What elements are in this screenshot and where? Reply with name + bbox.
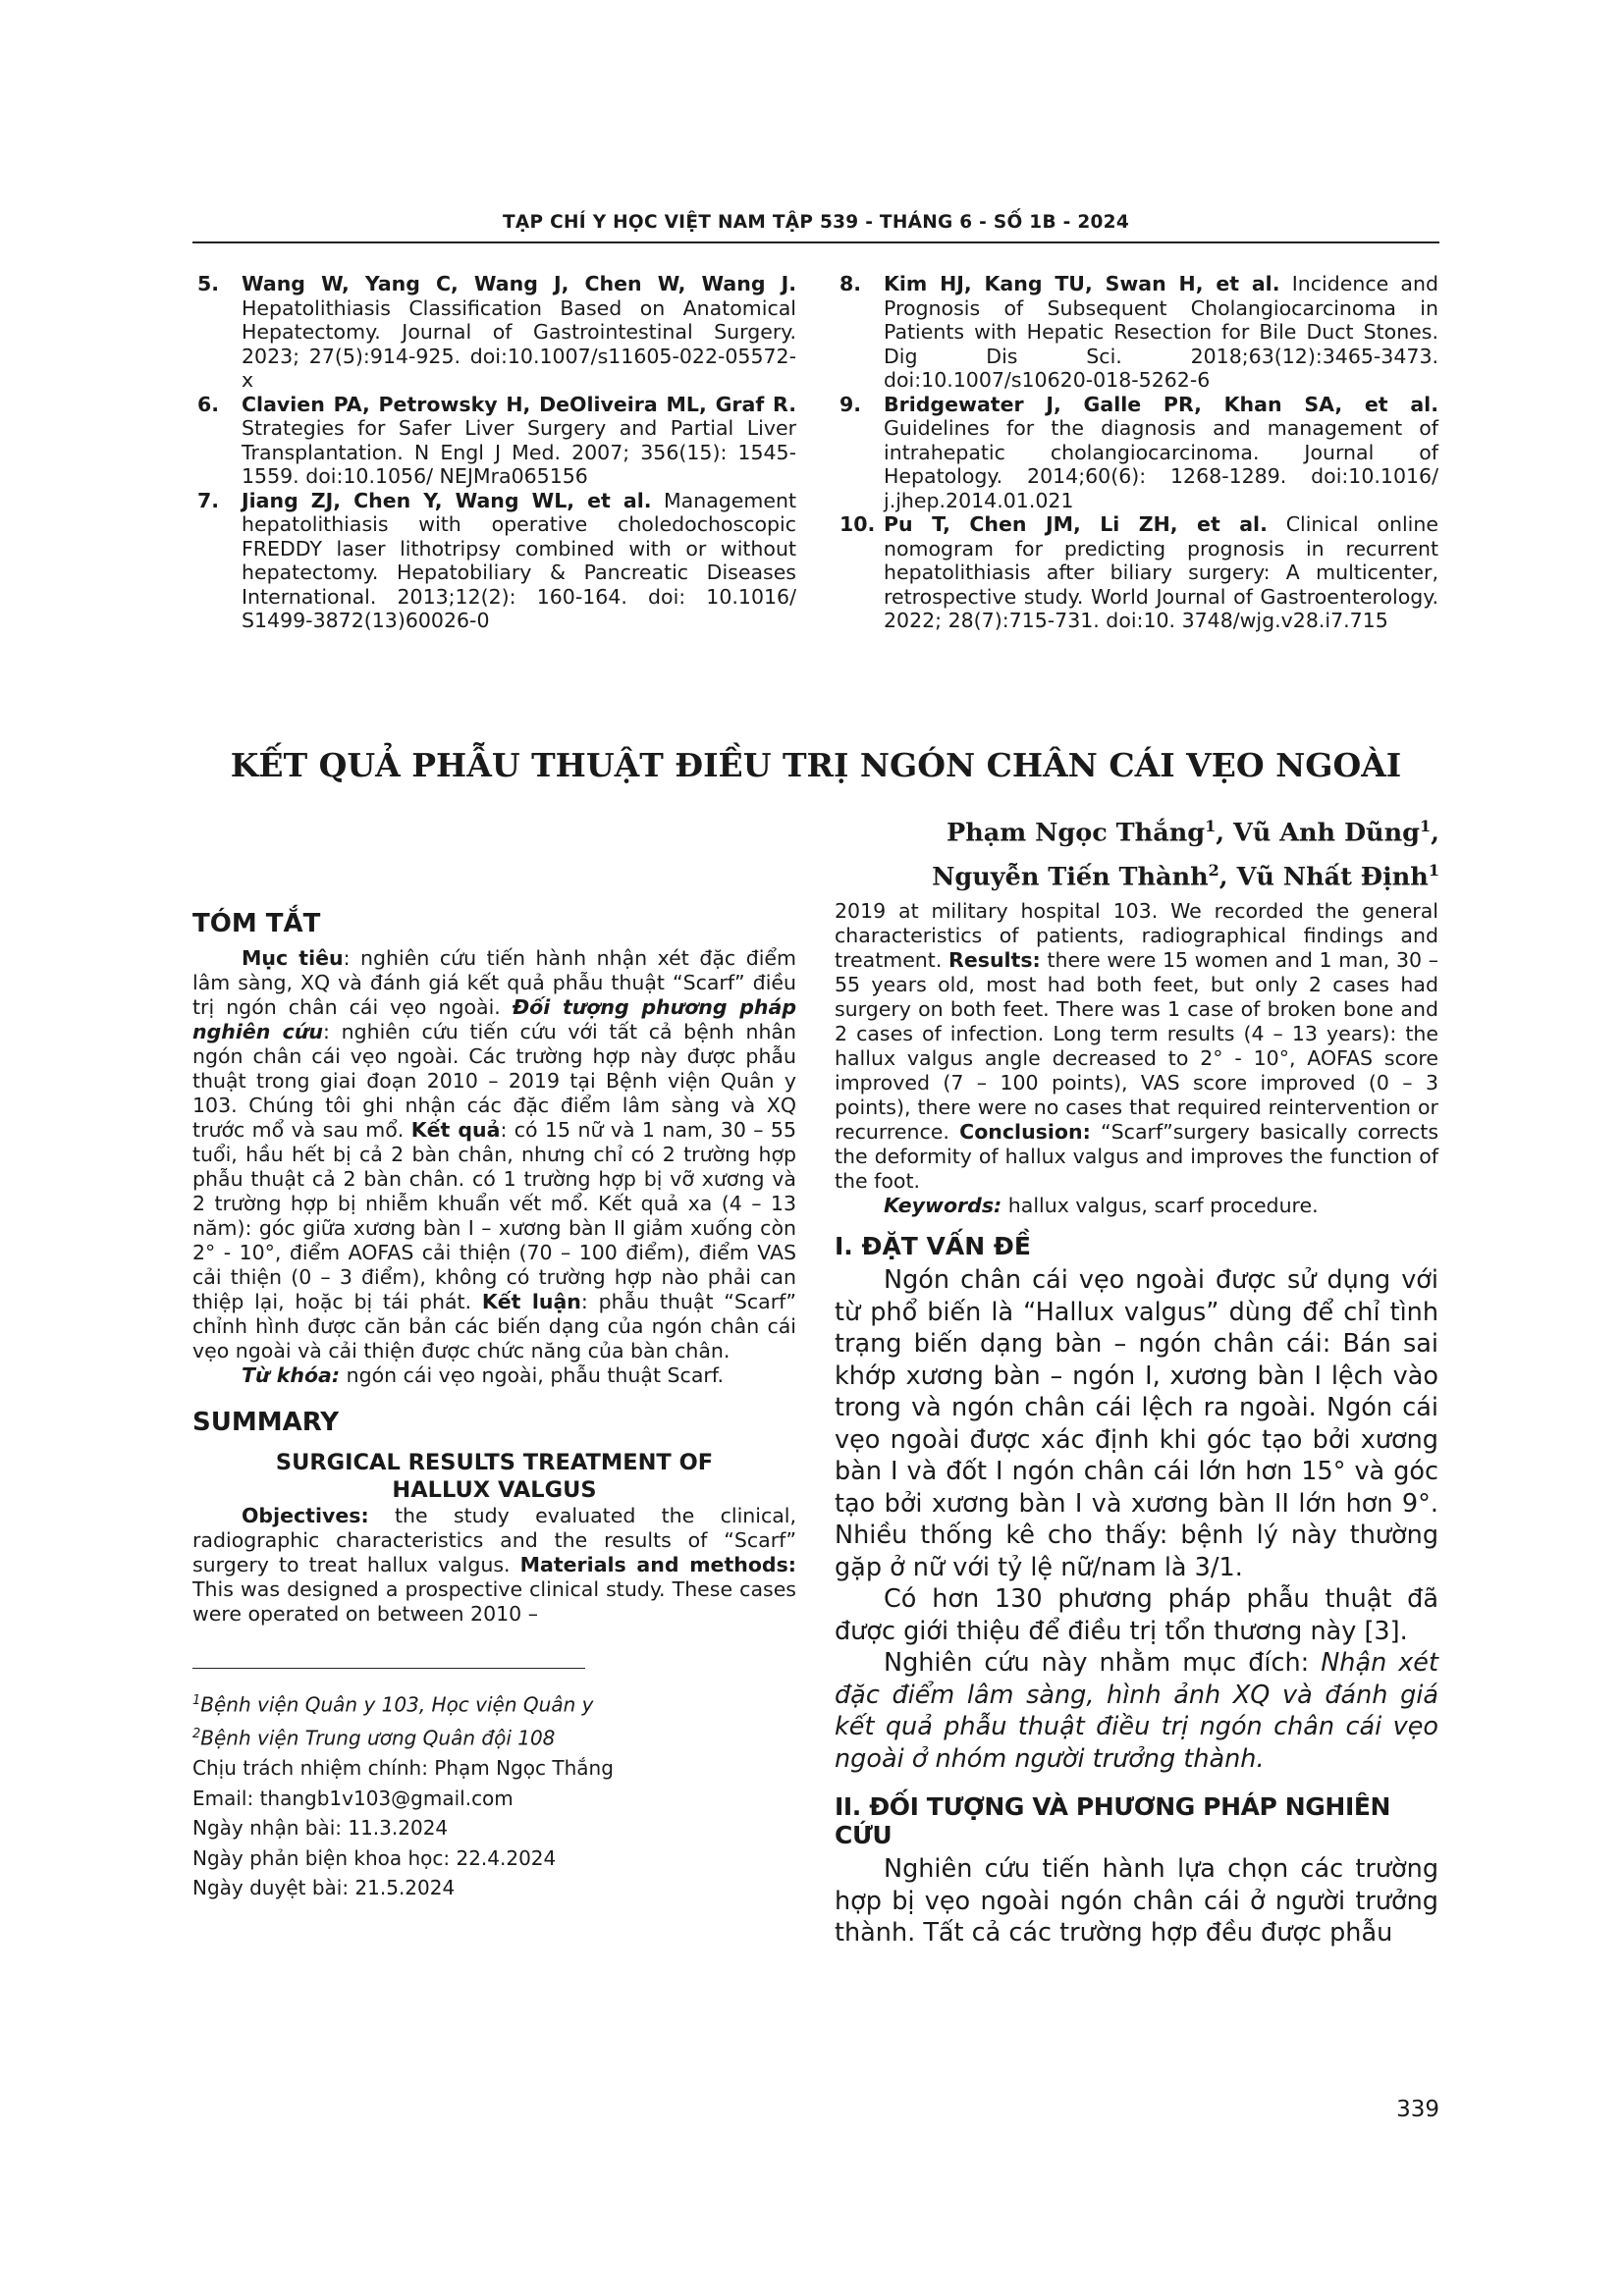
section-heading: II. ĐỐI TƯỢNG VÀ PHƯƠNG PHÁP NGHIÊN CỨU: [835, 1792, 1391, 1849]
author-affiliation-mark: 2: [1208, 860, 1219, 880]
author-name: Vũ Nhất Định: [1236, 862, 1429, 891]
keywords-vietnamese: [192, 1363, 796, 1388]
label-objective: Mục tiêu: [242, 946, 344, 970]
reference-authors: Kim HJ, Kang TU, Swan H, et al.: [884, 272, 1280, 295]
reference-authors: Jiang ZJ, Chen Y, Wang WL, et al.: [242, 488, 652, 512]
label-results: Results:: [948, 948, 1041, 972]
reference-number: 7.: [197, 488, 220, 512]
affiliation-text: Bệnh viện Quân y 103, Học viện Quân y: [200, 1692, 594, 1717]
affiliation-text: Bệnh viện Trung ương Quân đội 108: [200, 1726, 556, 1750]
footnote-email: Email: thangb1v103@gmail.com: [192, 1786, 514, 1810]
label-results: Kết quả: [410, 1118, 501, 1142]
reference-text: Hepatolithiasis Classification Based on Anatomical Hepatectomy. Journal of Gastrointestinal Surgery. 2023; 27(5):914-925. doi:10.1007/s11605-022-05572-x: [242, 295, 796, 392]
reference-text: Incidence and Prognosis of Subsequent Cholangiocarcinoma in Patients with Hepatic Resection for Bile Duct Stones. Dig Dis Sci. 2018;63(12):3465-3473. doi:10.1007/s10620-018-5262-6: [884, 272, 1438, 392]
author-name: Nguyễn Tiến Thành: [932, 862, 1209, 891]
reference-item: [192, 489, 796, 633]
text-materials: This was designed a prospective clinical study. These cases were operated on between 2010 –: [192, 1577, 796, 1626]
author-affiliation-mark: 1: [1419, 817, 1432, 835]
label-keywords: Keywords:: [884, 1194, 1002, 1217]
footnote-divider: [192, 1668, 585, 1669]
author-list: [932, 808, 1439, 895]
label-conclusion: Kết luận: [481, 1290, 581, 1313]
article-title: KẾT QUẢ PHẪU THUẬT ĐIỀU TRỊ NGÓN CHÂN CÁI VẸO NGOÀI: [230, 746, 1402, 784]
text-keywords: ngón cái vẹo ngoài, phẫu thuật Scarf.: [340, 1363, 725, 1387]
author-separator: ,: [1216, 818, 1233, 848]
section-heading: I. ĐẶT VẤN ĐỀ: [835, 1232, 1031, 1260]
label-objectives: Objectives:: [242, 1504, 369, 1527]
summary-english-continued: [835, 899, 1438, 1194]
label-conclusion: Conclusion:: [959, 1120, 1091, 1144]
abstract-heading: TÓM TẮT: [192, 909, 321, 938]
summary-title: [192, 1449, 796, 1504]
reference-authors: Bridgewater J, Galle PR, Khan SA, et al.: [884, 392, 1438, 416]
author-line: [932, 808, 1439, 852]
author-line: [932, 852, 1439, 896]
reference-item: [192, 272, 796, 393]
text-keywords: hallux valgus, scarf procedure.: [1001, 1194, 1319, 1217]
body-paragraph: Nghiên cứu tiến hành lựa chọn các trường hợp bị vẹo ngoài ngón chân cái ở người trưởng thành. Tất cả các trường hợp đều được phẫu: [835, 1854, 1438, 1948]
text-materials-continued: 2019 at military hospital 103. We recorded the general characteristics of patients, radiographical findings and treatment.: [835, 899, 1438, 972]
footnote-accepted: Ngày duyệt bài: 21.5.2024: [192, 1876, 456, 1900]
summary-title-line: HALLUX VALGUS: [392, 1477, 597, 1503]
author-affiliation-mark: 1: [1205, 817, 1217, 835]
summary-title-line: SURGICAL RESULTS TREATMENT OF: [275, 1450, 714, 1475]
text-conclusion: : phẫu thuật “Scarf” chỉnh hình được căn bản các biến dạng của ngón chân cái vẹo ngoài và cải thiện được chức năng của bàn chân.: [192, 1290, 797, 1362]
reference-list-right: [835, 272, 1438, 633]
reference-item: [835, 393, 1438, 513]
reference-number: 9.: [839, 392, 862, 416]
label-methods: Đối tượng phương pháp nghiên cứu: [192, 995, 796, 1043]
affiliation-mark: 1: [192, 1693, 201, 1708]
reference-number: 5.: [197, 272, 220, 295]
footnote-affiliation: [192, 1686, 796, 1720]
author-name: Vũ Anh Dũng: [1233, 818, 1420, 848]
reference-text: Management hepatolithiasis with operative choledochoscopic FREDDY laser lithotripsy combined with or without hepatectomy. Hepatobiliary & Pancreatic Diseases International. 2013;12(2): 160-164. doi: 10.1016/ S1499-3872(13)60026-0: [242, 488, 796, 632]
text-results: : có 15 nữ và 1 nam, 30 – 55 tuổi, hầu hết bị cả 2 bàn chân, nhưng chỉ có 2 trường hợp phẫu thuật cả 2 bàn chân. có 1 trường hợp bị vỡ xương và 2 trường hợp bị nhiễm khuẩn vết mổ. Kết quả xa (4 – 13 năm): góc giữa xương bàn I – xương bàn II giảm xuống còn 2° - 10°, điểm AOFAS cải thiện (70 – 100 điểm), điểm VAS cải thiện (0 – 3 điểm), không có trường hợp nào phải can thiệp lại, hoặc bị tái phát.: [192, 1118, 797, 1313]
footnote-affiliation: [192, 1720, 796, 1753]
summary-english: [192, 1504, 796, 1627]
affiliation-mark: 2: [192, 1727, 201, 1742]
right-column: [835, 899, 1438, 1949]
body-paragraph: [835, 1647, 1438, 1775]
text-conclusion: “Scarf”surgery basically corrects the deformity of hallux valgus and improves the function of the foot.: [835, 1120, 1438, 1193]
summary-heading: SUMMARY: [192, 1408, 340, 1437]
author-separator: ,: [1218, 862, 1237, 891]
running-header: TẠP CHÍ Y HỌC VIỆT NAM TẬP 539 - THÁNG 6 - SỐ 1B - 2024: [502, 212, 1130, 233]
author-name: Phạm Ngọc Thắng: [947, 818, 1206, 848]
footnote-received: Ngày nhận bài: 11.3.2024: [192, 1816, 449, 1841]
reference-text: Guidelines for the diagnosis and management of intrahepatic cholangiocarcinoma. Journal of Hepatology. 2014;60(6): 1268-1289. doi:10.1016/ j.jhep.2014.01.021: [884, 416, 1438, 512]
author-affiliation-mark: 1: [1428, 860, 1439, 880]
body-paragraph: Có hơn 130 phương pháp phẫu thuật đã được giới thiệu để điều trị tổn thương này [3].: [835, 1584, 1438, 1646]
label-keywords: Từ khóa:: [242, 1363, 341, 1387]
text-objective: : nghiên cứu tiến hành nhận xét đặc điểm lâm sàng, XQ và đánh giá kết quả phẫu thuật “Scarf” điều trị ngón chân cái vẹo ngoài.: [192, 946, 796, 1019]
label-materials: Materials and methods:: [519, 1553, 797, 1576]
header-divider: [192, 241, 1439, 243]
body-paragraph: Ngón chân cái vẹo ngoài được sử dụng với từ phổ biến là “Hallux valgus” dùng để chỉ tình trạng biến dạng bàn – ngón chân cái: Bán sai khớp xương bàn – ngón I, xương bàn I lệch vào trong và ngón chân cái lệch ra ngoài. Ngón cái vẹo ngoài được xác định khi góc tạo bởi xương bàn I và đốt I ngón chân cái lớn hơn 15° và góc tạo bởi xương bàn I và xương bàn II lớn hơn 9°. Nhiều thống kê cho thấy: bệnh lý này thường gặp ở nữ với tỷ lệ nữ/nam là 3/1.: [835, 1265, 1438, 1582]
footnote-responsible: Chịu trách nhiệm chính: Phạm Ngọc Thắng: [192, 1756, 614, 1781]
page-number: 339: [1396, 2097, 1439, 2122]
aim-lead: Nghiên cứu này nhằm mục đích:: [884, 1648, 1322, 1678]
text-objectives: the study evaluated the clinical, radiographic characteristics and the results of “Scarf” surgery to treat hallux valgus.: [192, 1504, 796, 1576]
reference-number: 6.: [197, 392, 220, 416]
keywords-english: [835, 1194, 1438, 1218]
reference-authors: Wang W, Yang C, Wang J, Chen W, Wang J.: [242, 272, 796, 295]
author-separator: ,: [1431, 818, 1439, 848]
reference-authors: Pu T, Chen JM, Li ZH, et al.: [884, 512, 1268, 536]
text-results: there were 15 women and 1 man, 30 – 55 years old, most had both feet, but only 2 cases had surgery on both feet. There was 1 case of broken bone and 2 cases of infection. Long term results (4 – 13 years): the hallux valgus angle decreased to 2° - 10°, AOFAS score improved (7 – 100 points), VAS score improved (0 – 3 points), there were no cases that required reintervention or recurrence.: [835, 948, 1439, 1144]
reference-text: Strategies for Safer Liver Surgery and Partial Liver Transplantation. N Engl J Med. 2007; 356(15): 1545-1559. doi:10.1056/ NEJMra065156: [242, 416, 796, 488]
reference-number: 8.: [839, 272, 862, 295]
text-methods: : nghiên cứu tiến cứu với tất cả bệnh nhân ngón chân cái vẹo ngoài. Các trường hợp này được phẫu thuật trong giai đoạn 2010 – 2019 tại Bệnh viện Quân y 103. Chúng tôi ghi nhận các đặc điểm lâm sàng và XQ trước mổ và sau mổ.: [192, 1020, 796, 1142]
reference-item: [192, 393, 796, 489]
left-column: [192, 909, 796, 1903]
footnote-reviewed: Ngày phản biện khoa học: 22.4.2024: [192, 1845, 557, 1870]
reference-number: 10.: [839, 512, 876, 536]
reference-authors: Clavien PA, Petrowsky H, DeOliveira ML, Graf R.: [242, 392, 796, 416]
abstract-vietnamese: [192, 946, 796, 1363]
reference-list-left: [192, 272, 796, 633]
reference-item: [835, 272, 1438, 393]
aim-statement: Nhận xét đặc điểm lâm sàng, hình ảnh XQ và đánh giá kết quả phẫu thuật điều trị ngón chân cái vẹo ngoài ở nhóm người trưởng thành.: [835, 1648, 1438, 1774]
reference-text: Clinical online nomogram for predicting prognosis in recurrent hepatolithiasis after biliary surgery: A multicenter, retrospective study. World Journal of Gastroenterology. 2022; 28(7):715-731. doi:10. 3748/wjg.v28.i7.715: [884, 512, 1438, 632]
reference-item: [835, 512, 1438, 633]
